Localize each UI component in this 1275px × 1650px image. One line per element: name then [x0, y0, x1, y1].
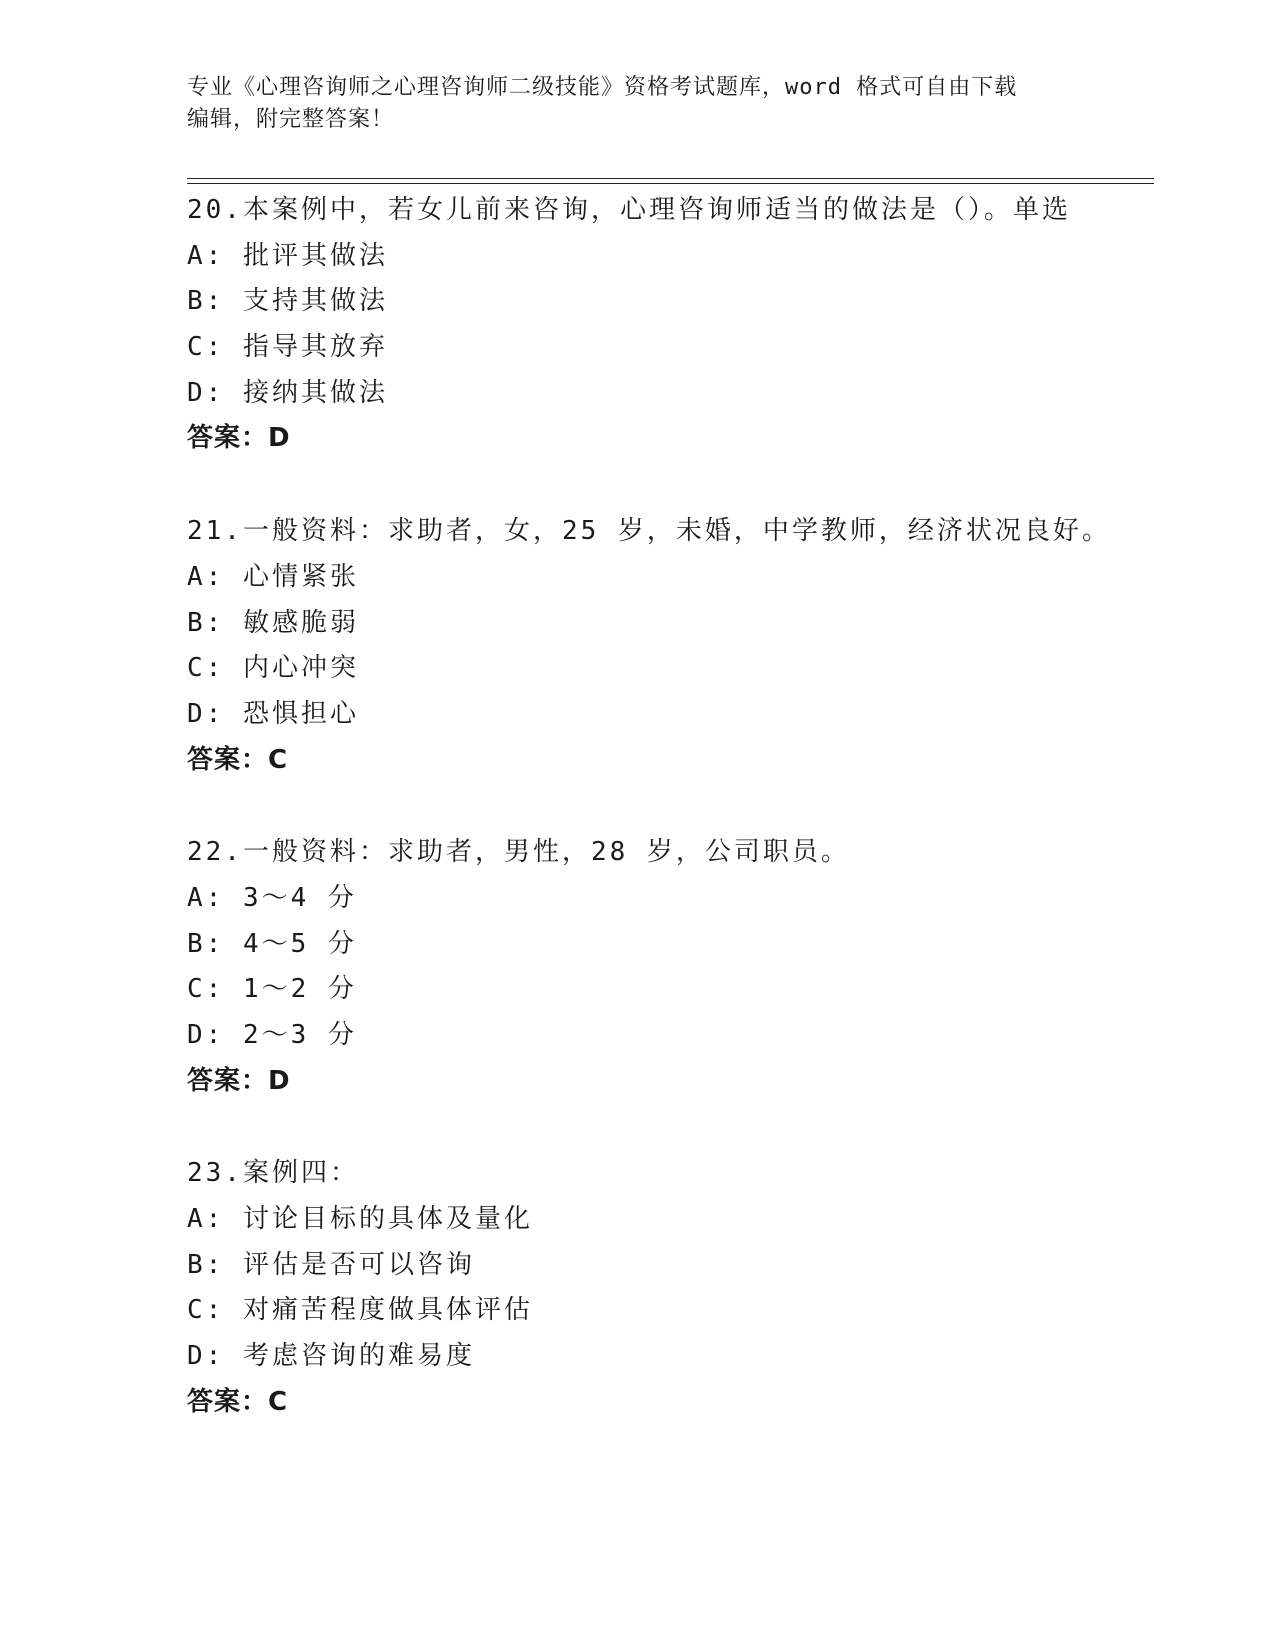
- option-c: [187, 325, 1147, 371]
- question-stem: 22.一般资料：求助者，男性，28 岁，公司职员。: [187, 837, 850, 868]
- question-stem: 21.一般资料：求助者，女，25 岁，未婚，中学教师，经济状况良好。: [187, 516, 1111, 547]
- option-key: B:: [187, 607, 225, 638]
- question-23: [187, 1151, 1147, 1425]
- option-a: [187, 876, 1147, 922]
- option-a: [187, 555, 1147, 601]
- option-text: 讨论目标的具体及量化: [242, 1204, 533, 1235]
- option-text: 2～3 分: [242, 1020, 357, 1050]
- option-b: [187, 922, 1147, 968]
- option-b: [187, 279, 1147, 325]
- option-d: [187, 692, 1147, 738]
- option-c: [187, 1288, 1147, 1334]
- option-key: D:: [187, 1020, 225, 1050]
- option-text: 恐惧担心: [242, 698, 359, 729]
- option-key: B:: [187, 1249, 225, 1280]
- header-line-1: 专业《心理咨询师之心理咨询师二级技能》资格考试题库，word 格式可自由下载: [187, 75, 1018, 100]
- option-text: 评估是否可以咨询: [242, 1249, 475, 1280]
- option-key: C:: [187, 332, 225, 363]
- option-key: A:: [187, 882, 225, 913]
- answer-line: [187, 416, 1147, 462]
- header-line-2: 编辑，附完整答案！: [187, 107, 395, 132]
- question-22: [187, 830, 1147, 1104]
- option-text: 批评其做法: [242, 240, 388, 271]
- option-key: D:: [187, 698, 225, 729]
- option-a: [187, 1197, 1147, 1243]
- option-c: [187, 646, 1147, 692]
- option-key: D:: [187, 377, 225, 408]
- option-d: [187, 1013, 1147, 1059]
- option-key: C:: [187, 1295, 225, 1326]
- answer-value: D: [268, 1065, 291, 1096]
- document-header: [187, 72, 1087, 136]
- option-text: 考虑咨询的难易度: [242, 1341, 475, 1372]
- option-key: A:: [187, 1204, 225, 1235]
- answer-line: [187, 1380, 1147, 1426]
- option-text: 3～4 分: [242, 882, 357, 913]
- question-stem: 23.案例四：: [187, 1158, 359, 1189]
- option-key: C:: [187, 653, 225, 684]
- option-text: 指导其放弃: [242, 332, 388, 363]
- question-21: [187, 509, 1147, 783]
- answer-label: 答案：: [187, 744, 269, 775]
- option-b: [187, 601, 1147, 647]
- header-divider-bottom: [187, 183, 1154, 184]
- option-text: 对痛苦程度做具体评估: [242, 1295, 533, 1326]
- header-divider-top: [187, 178, 1154, 179]
- option-key: C:: [187, 974, 225, 1005]
- option-a: [187, 234, 1147, 280]
- answer-label: 答案：: [187, 1386, 269, 1417]
- question-list: [187, 188, 1147, 1473]
- option-key: A:: [187, 561, 225, 592]
- question-stem: 20.本案例中，若女儿前来咨询，心理咨询师适当的做法是（）。单选: [187, 195, 1071, 225]
- answer-label: 答案：: [187, 423, 269, 454]
- option-text: 接纳其做法: [242, 377, 388, 408]
- option-text: 敏感脆弱: [242, 607, 359, 638]
- option-key: A:: [187, 240, 225, 271]
- option-text: 1～2 分: [242, 974, 357, 1005]
- answer-label: 答案：: [187, 1065, 269, 1096]
- answer-line: [187, 738, 1147, 784]
- answer-value: D: [268, 423, 291, 454]
- option-c: [187, 967, 1147, 1013]
- answer-value: C: [268, 744, 289, 775]
- option-key: D:: [187, 1341, 225, 1372]
- option-d: [187, 1334, 1147, 1380]
- answer-line: [187, 1059, 1147, 1105]
- option-b: [187, 1243, 1147, 1289]
- option-text: 支持其做法: [242, 286, 388, 317]
- option-text: 4～5 分: [242, 928, 357, 959]
- option-key: B:: [187, 286, 225, 317]
- answer-value: C: [268, 1386, 289, 1417]
- question-20: [187, 188, 1147, 462]
- option-key: B:: [187, 928, 225, 959]
- option-text: 内心冲突: [242, 653, 359, 684]
- option-text: 心情紧张: [242, 561, 359, 592]
- option-d: [187, 371, 1147, 417]
